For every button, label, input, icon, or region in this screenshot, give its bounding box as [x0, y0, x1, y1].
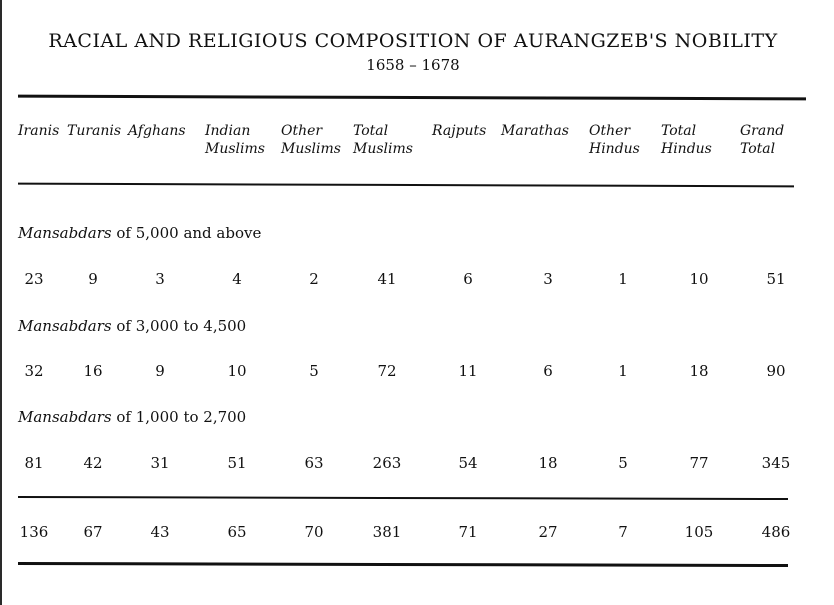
total-cell: 71 — [458, 523, 478, 541]
table-cell: 6 — [543, 362, 553, 380]
total-cell: 105 — [684, 523, 714, 541]
total-cell: 486 — [761, 523, 791, 541]
table-cell: 18 — [538, 454, 558, 472]
section-label-rest: of 3,000 to 4,500 — [111, 317, 247, 335]
header-line: Other — [281, 123, 323, 139]
section-label-rest: of 5,000 and above — [111, 224, 262, 242]
total-cell: 381 — [372, 523, 402, 541]
section-label-rest: of 1,000 to 2,700 — [111, 408, 247, 426]
total-cell: 67 — [83, 523, 103, 541]
table-cell: 9 — [88, 270, 98, 288]
table-cell: 3 — [543, 270, 553, 288]
header-line: Marathas — [501, 123, 569, 139]
header-line: Hindus — [589, 141, 640, 157]
total-cell: 65 — [227, 523, 247, 541]
table-cell: 11 — [458, 362, 478, 380]
table-cell: 41 — [377, 270, 397, 288]
section-label — [18, 408, 246, 426]
total-cell: 27 — [538, 523, 558, 541]
table-cell: 2 — [309, 270, 319, 288]
table-title: RACIAL AND RELIGIOUS COMPOSITION OF AURANGZEB'S NOBILITY — [48, 30, 778, 52]
table-row — [0, 362, 834, 382]
table-cell: 16 — [83, 362, 103, 380]
table-cell: 23 — [24, 270, 44, 288]
table-cell: 263 — [372, 454, 402, 472]
bottom-rule — [18, 562, 788, 567]
header-line: Afghans — [128, 123, 186, 139]
table-cell: 10 — [689, 270, 709, 288]
table-cell: 51 — [766, 270, 786, 288]
top-rule — [18, 95, 806, 101]
header-grand-total — [740, 122, 784, 158]
table-cell: 3 — [155, 270, 165, 288]
header-line: Muslims — [281, 141, 341, 157]
header-indian-muslims — [205, 122, 265, 158]
table-cell: 1 — [618, 270, 628, 288]
table-cell: 77 — [689, 454, 709, 472]
table-cell: 5 — [618, 454, 628, 472]
header-line: Iranis — [18, 123, 60, 139]
header-line: Muslims — [353, 141, 413, 157]
header-line: Grand — [740, 123, 785, 139]
table-cell: 6 — [463, 270, 473, 288]
header-line: Total — [740, 141, 776, 157]
table-row — [0, 454, 834, 474]
total-cell: 43 — [150, 523, 170, 541]
table-cell: 10 — [227, 362, 247, 380]
table-cell: 42 — [83, 454, 103, 472]
table-cell: 54 — [458, 454, 478, 472]
total-cell: 136 — [19, 523, 49, 541]
table-cell: 345 — [761, 454, 791, 472]
total-cell: 7 — [618, 523, 628, 541]
section-label — [18, 224, 261, 242]
totals-row — [0, 523, 834, 543]
header-afghans — [128, 122, 186, 140]
totals-top-rule — [18, 496, 788, 500]
header-rajputs — [432, 122, 486, 140]
table-cell: 9 — [155, 362, 165, 380]
header-line: Total — [661, 123, 697, 139]
header-line: Total — [353, 123, 389, 139]
header-total-hindus — [661, 122, 712, 158]
table-cell: 72 — [377, 362, 397, 380]
section-label-italic: Mansabdars — [18, 317, 112, 335]
section-label — [18, 317, 246, 335]
header-line: Other — [589, 123, 631, 139]
header-iranis — [18, 122, 59, 140]
section-label-italic: Mansabdars — [18, 224, 112, 242]
table-cell: 18 — [689, 362, 709, 380]
table-cell: 90 — [766, 362, 786, 380]
page-edge-line — [0, 0, 2, 605]
header-line: Indian — [205, 123, 251, 139]
section-label-italic: Mansabdars — [18, 408, 112, 426]
header-line: Turanis — [67, 123, 122, 139]
table-row — [0, 270, 834, 290]
header-line: Hindus — [661, 141, 712, 157]
header-other-muslims — [281, 122, 341, 158]
table-cell: 31 — [150, 454, 170, 472]
table-cell: 63 — [304, 454, 324, 472]
header-rule — [18, 183, 794, 188]
header-turanis — [67, 122, 121, 140]
table-cell: 32 — [24, 362, 44, 380]
header-marathas — [501, 122, 569, 140]
table-cell: 81 — [24, 454, 44, 472]
table-cell: 1 — [618, 362, 628, 380]
header-line: Rajputs — [432, 123, 487, 139]
header-total-muslims — [353, 122, 413, 158]
total-cell: 70 — [304, 523, 324, 541]
header-line: Muslims — [205, 141, 265, 157]
table-subtitle: 1658 – 1678 — [366, 56, 460, 74]
table-cell: 4 — [232, 270, 242, 288]
header-other-hindus — [589, 122, 640, 158]
table-cell: 51 — [227, 454, 247, 472]
table-cell: 5 — [309, 362, 319, 380]
